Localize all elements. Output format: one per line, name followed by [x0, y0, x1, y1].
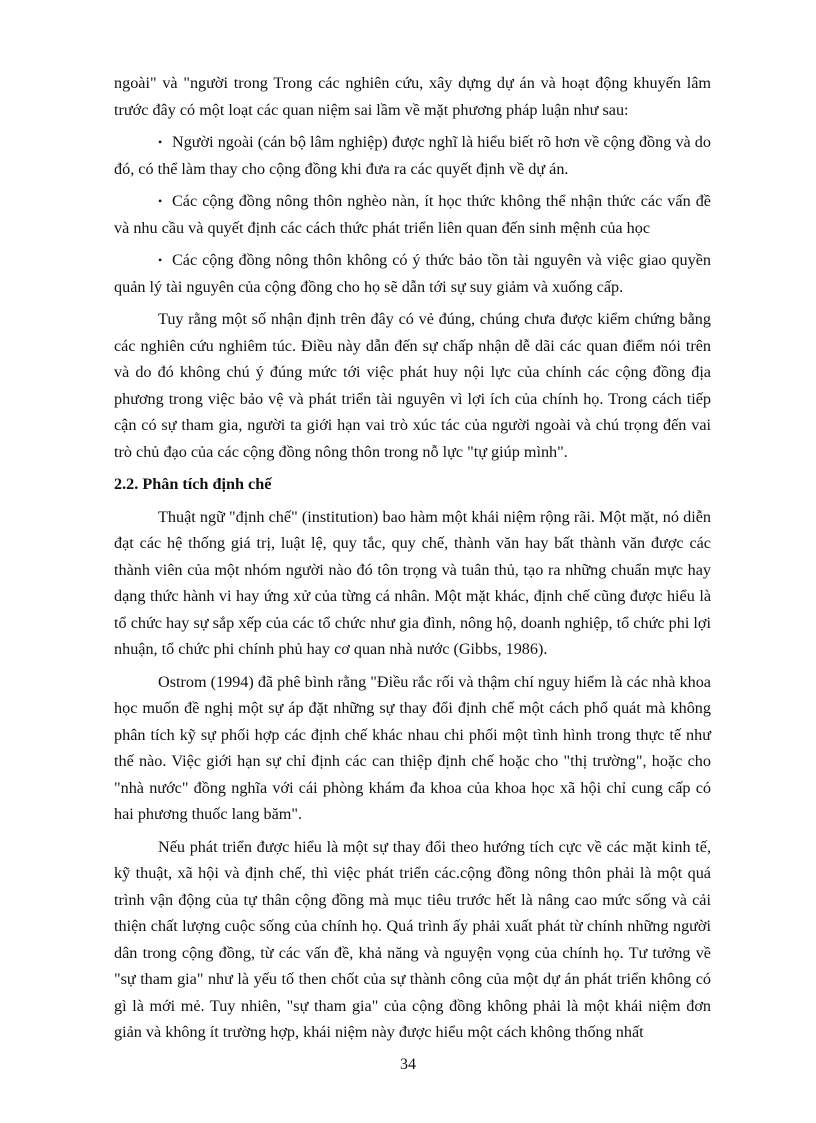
bullet-dot-icon: • [158, 194, 163, 208]
paragraph-neu: Nếu phát triển được hiểu là một sự thay đổi theo hướng tích cực về các mặt kinh tế, kỹ thuật, xã hội và định chế, thì việc phát triển các.cộng đồng nông thôn phải là một quá trình vận động của tự thân cộng đồng mà mục tiêu trước hết là nâng cao mức sống và cải thiện chất lượng cuộc sống của chính họ. Quá trình ấy phải xuất phát từ chính những người dân trong cộng đồng, từ các vấn đề, khả năng và nguyện vọng của chính họ. Tư tưởng về "sự tham gia" như là yếu tố then chốt của sự thành công của một dự án phát triển không có gì là mới mẻ. Tuy nhiên, "sự tham gia" của cộng đồng không phải là một khái niệm đơn giản và không ít trường hợp, khái niệm này được hiểu một cách không thống nhất [114, 837, 711, 1041]
bullet-dot-icon: • [158, 253, 163, 267]
bullet-item-1 [114, 129, 711, 182]
paragraph-tuy-rang: Tuy rằng một số nhận định trên đây có vẻ đúng, chúng chưa được kiểm chứng bằng các nghiên cứu nghiêm túc. Điều này dẫn đến sự chấp nhận dễ dãi các quan điểm nói trên và do đó không chú ý đúng mức tới việc phát huy nội lực của chính các cộng đồng địa phương trong việc bảo vệ và phát triển tài nguyên vì lợi ích của chính họ. Trong cách tiếp cận có sự tham gia, người ta giới hạn vai trò xúc tác của người ngoài và chú trọng đến vai trò chủ đạo của các cộng đồng nông thôn trong nỗ lực "tự giúp mình". [114, 310, 711, 461]
bullet-dot-icon: • [158, 135, 163, 149]
paragraph-thuat-ngu: Thuật ngữ "định chế" (institution) bao hàm một khái niệm rộng rãi. Một mặt, nó diễn đạt các hệ thống giá trị, luật lệ, quy tắc, quy chế, thành văn hay bất thành văn được các thành viên của một nhóm người nào đó tôn trọng và tuân thủ, tạo ra những chuẩn mực hay dạng thức hành vi hay ứng xử của từng cá nhân. Một mặt khác, định chế cũng được hiểu là tổ chức hay sự sắp xếp của các tổ chức như gia đình, nông hộ, doanh nghiệp, tổ chức phi lợi nhuận, tổ chức phi chính phủ hay cơ quan nhà nước (Gibbs, 1986). [114, 507, 711, 658]
bullet-item-2 [114, 188, 711, 241]
paragraph-ostrom: Ostrom (1994) đã phê bình rằng "Điều rắc rối và thậm chí nguy hiểm là các nhà khoa học muốn đề nghị một sự áp đặt những sự thay đổi định chế một cách phổ quát mà không phân tích kỹ sự phối hợp các định chế khác nhau chi phối một tình hình trong thực tế như thế nào. Việc giới hạn sự chỉ định các can thiệp định chế hoặc cho "thị trường", hoặc cho "nhà nước" đồng nghĩa với cái phòng khám đa khoa của khoa học xã hội chỉ cung cấp có hai phương thuốc lang băm". [114, 672, 711, 823]
page-number: 34 [400, 1056, 416, 1073]
bullet-text: Người ngoài (cán bộ lâm nghiệp) được nghĩ là hiểu biết rõ hơn về cộng đồng và do đó, có thể làm thay cho cộng đồng khi đưa ra các quyết định về dự án. [114, 133, 711, 178]
intro-paragraph: ngoài" và "người trong Trong các nghiên cứu, xây dựng dự án và hoạt động khuyến lâm trước đây có một loạt các quan niệm sai lầm về mặt phương pháp luận như sau: [114, 74, 711, 119]
section-heading: 2.2. Phân tích định chế [114, 475, 272, 493]
bullet-text: Các cộng đồng nông thôn nghèo nàn, ít học thức không thể nhận thức các vấn đề và nhu cầu và quyết định các cách thức phát triển liên quan đến sinh mệnh của học [114, 192, 711, 237]
document-page [114, 70, 711, 1052]
bullet-item-3 [114, 247, 711, 300]
bullet-text: Các cộng đồng nông thôn không có ý thức bảo tồn tài nguyên và việc giao quyền quản lý tài nguyên của cộng đồng cho họ sẽ dẫn tới sự suy giảm và xuống cấp. [114, 251, 711, 296]
